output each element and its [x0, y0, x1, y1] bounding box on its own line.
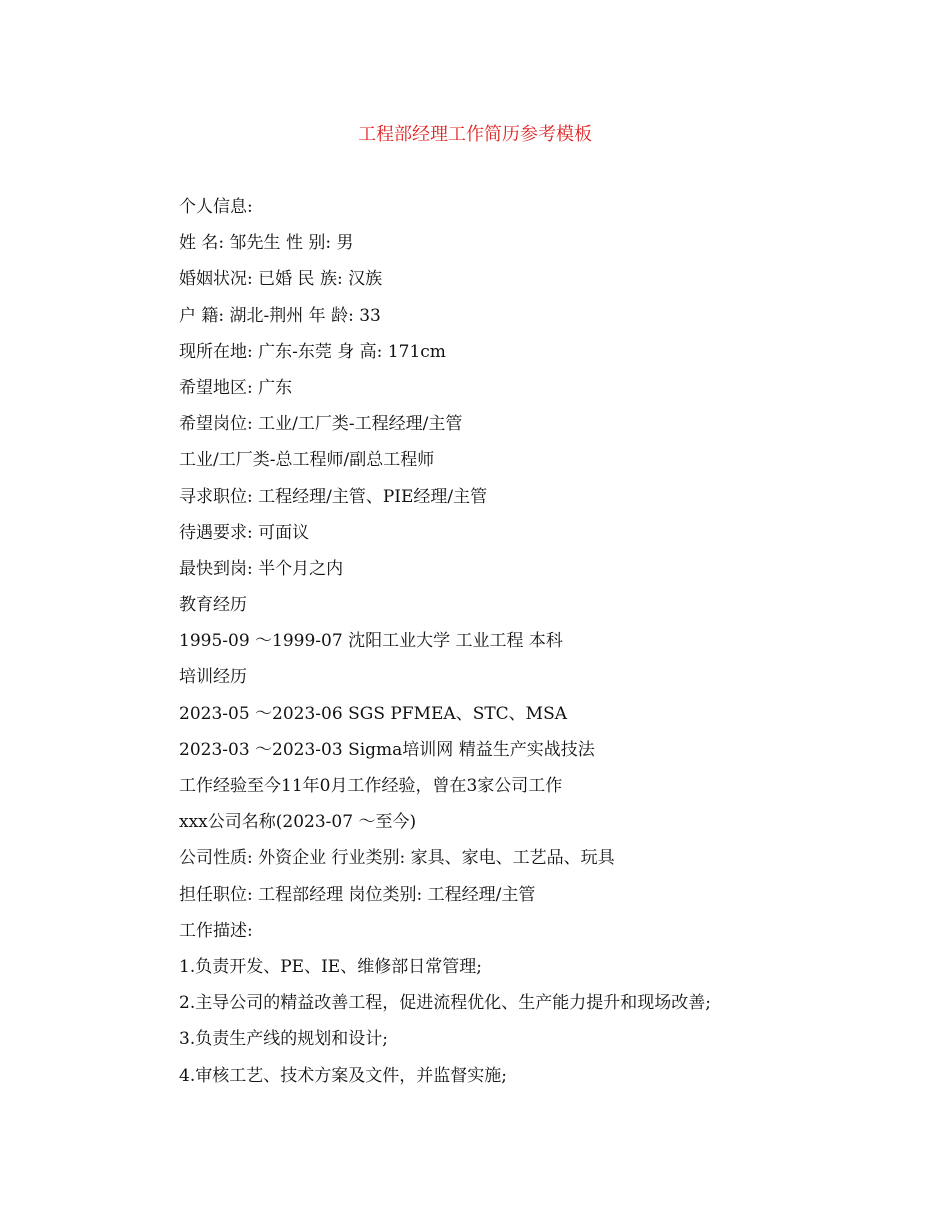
section-heading-training: 培训经历 [179, 667, 247, 688]
education-entry: 1995-09 ～1999-07 沈阳工业大学 工业工程 本科 [179, 631, 563, 652]
company-name-line: xxx公司名称(2023-07 ～至今) [179, 812, 417, 833]
section-heading-education: 教育经历 [179, 595, 247, 616]
marital-ethnicity-line: 婚姻状况: 已婚 民 族: 汉族 [179, 269, 383, 290]
company-type-industry-line: 公司性质: 外资企业 行业类别: 家具、家电、工艺品、玩具 [179, 848, 615, 869]
training-entry-1: 2023-05 ～2023-06 SGS PFMEA、STC、MSA [179, 703, 568, 724]
desired-position-continued-line: 工业/工厂类-总工程师/副总工程师 [179, 450, 435, 471]
resume-body [179, 194, 879, 1099]
section-heading-personal-info: 个人信息: [179, 197, 253, 217]
job-duty-item-4: 4.审核工艺、技术方案及文件，并监督实施; [179, 1065, 507, 1086]
availability-line: 最快到岗: 半个月之内 [179, 558, 344, 579]
job-duty-item-3: 3.负责生产线的规划和设计; [179, 1029, 388, 1050]
salary-requirement-line: 待遇要求: 可面议 [179, 522, 310, 543]
job-duty-item-1: 1.负责开发、PE、IE、维修部日常管理; [179, 956, 482, 977]
name-gender-line: 姓 名: 邹先生 性 别: 男 [179, 233, 354, 254]
document-title: 工程部经理工作简历参考模板 [358, 124, 592, 145]
role-category-line: 担任职位: 工程部经理 岗位类别: 工程经理/主管 [179, 884, 536, 905]
section-heading-job-description: 工作描述: [179, 920, 253, 941]
location-height-line: 现所在地: 广东-东莞 身 高: 171cm [179, 341, 446, 362]
desired-position-line: 希望岗位: 工业/工厂类-工程经理/主管 [179, 414, 463, 435]
job-sought-line: 寻求职位: 工程经理/主管、PIE经理/主管 [179, 486, 488, 507]
hometown-age-line: 户 籍: 湖北-荆州 年 龄: 33 [179, 305, 381, 326]
job-duty-item-2: 2.主导公司的精益改善工程，促进流程优化、生产能力提升和现场改善; [179, 993, 711, 1014]
desired-region-line: 希望地区: 广东 [179, 377, 293, 398]
work-experience-summary: 工作经验至今11年0月工作经验，曾在3家公司工作 [179, 776, 563, 796]
training-entry-2: 2023-03 ～2023-03 Sigma培训网 精益生产实战技法 [179, 739, 595, 760]
